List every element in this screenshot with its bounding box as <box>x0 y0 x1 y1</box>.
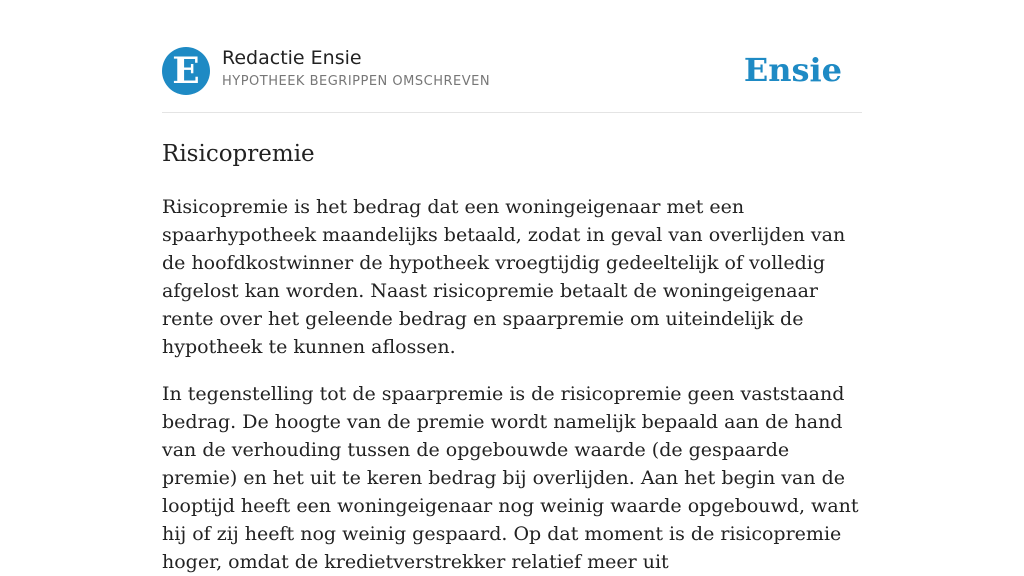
author-name[interactable]: Redactie Ensie <box>222 47 362 69</box>
article-paragraph: Risicopremie is het bedrag dat een woningeigenaar met een spaarhypotheek maandelijks betaald, zodat in geval van overlijden van de hoofdkostwinner de hypotheek vroegtijdig gedeeltelijk of volledig afgelost kan worden. Naast risicopremie betaalt de woningeigenaar rente over het geleende bedrag en spaarpremie om uiteindelijk de hypotheek te kunnen aflossen. <box>162 196 846 358</box>
article-header <box>162 46 862 113</box>
article-paragraph: In tegenstelling tot de spaarpremie is de risicopremie geen vaststaand bedrag. De hoogte van de premie wordt namelijk bepaald aan de hand van de verhouding tussen de opgebouwde waarde (de gespaarde premie) en het uit te keren bedrag bij overlijden. Aan het begin van de looptijd heeft een woningeigenaar nog weinig waarde opgebouwd, want hij of zij heeft nog weinig gespaard. Op dat moment is de risicopremie hoger, omdat de kredietverstrekker relatief meer uit <box>162 383 859 573</box>
article-page <box>162 0 862 576</box>
category-label[interactable]: HYPOTHEEK BEGRIPPEN OMSCHREVEN <box>222 74 491 89</box>
site-logo[interactable]: Ensie <box>743 51 842 89</box>
author-avatar[interactable]: E <box>162 47 210 95</box>
article-title: Risicopremie <box>162 141 315 167</box>
